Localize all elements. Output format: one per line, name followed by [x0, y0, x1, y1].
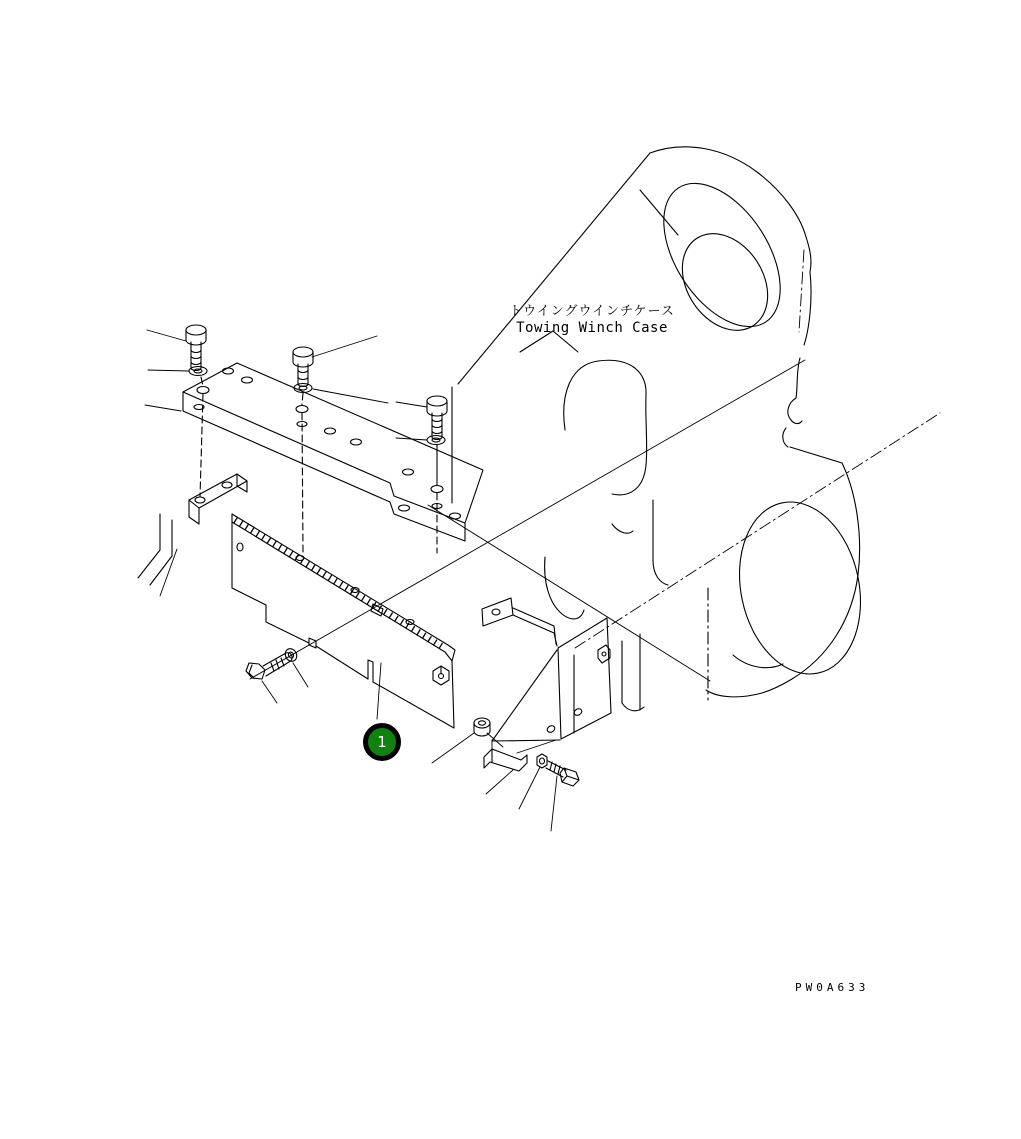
callout-1[interactable]: [363, 723, 401, 761]
cover-plate: [232, 514, 455, 728]
case-label-japanese: トウイングウインチケース: [509, 304, 675, 319]
left-bracket: [138, 474, 247, 596]
top-flange-plate: [183, 363, 483, 541]
winch-case: [452, 147, 876, 711]
drawing-number: PW0A633: [795, 981, 870, 994]
top-bolts-washers: [145, 325, 447, 553]
case-label-english: Towing Winch Case: [516, 320, 668, 336]
bottom-hardware: [432, 718, 579, 831]
cover-bolt-washer: [246, 647, 308, 703]
side-panel: [482, 598, 611, 749]
callout-1-number: 1: [377, 732, 387, 751]
